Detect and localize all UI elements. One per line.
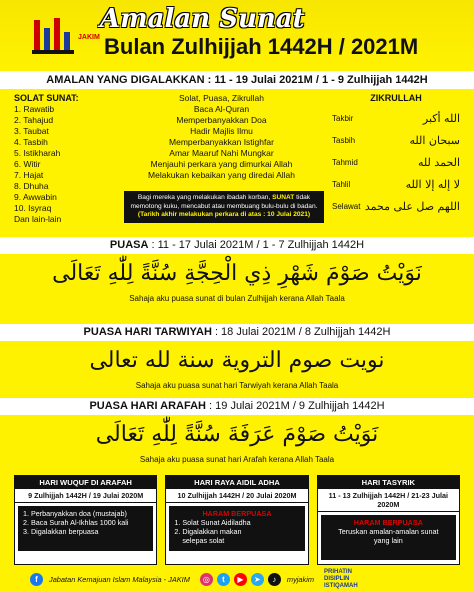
solat-title: SOLAT SUNAT: xyxy=(14,93,79,103)
list-item xyxy=(332,129,460,151)
box-body xyxy=(169,506,304,551)
list-item: 6. Witir xyxy=(14,159,41,169)
list-item: 1. Rawatib xyxy=(14,104,55,114)
amalan-panel xyxy=(14,93,460,233)
zikir-arabic: الحمد لله xyxy=(417,155,460,169)
list-item: Amar Maaruf Nahi Mungkar xyxy=(169,148,274,158)
haram-label: HARAM BERPUASA xyxy=(202,509,272,518)
title-script: Amalan Sunat xyxy=(100,4,305,34)
section-title: PUASA xyxy=(109,239,149,251)
twitter-icon[interactable]: t xyxy=(217,573,230,586)
niat-arabic: نَوَيْتُ صَوْمَ عَرَفَةَ سُنَّةً لِلّٰهِ تَعَالَى xyxy=(95,422,379,447)
note-text: Bagi mereka yang melakukan ibadah korban, xyxy=(137,194,271,201)
arafah-section xyxy=(0,398,474,464)
list-item: 2. Baca Surah Al-Ikhlas 1000 kali xyxy=(23,518,129,527)
box-date: 11 - 13 Zulhijjah 1442H / 21-23 Julai 2020M xyxy=(318,489,459,512)
note-text: tidak memotong kuku, mencabut atau membuang bulu-bulu di badan. xyxy=(130,194,318,210)
list-item xyxy=(332,151,460,173)
note-date: (Tarikh akhir melakukan perkara di atas : 10 Julai 2021) xyxy=(137,211,311,218)
youtube-icon[interactable]: ▶ xyxy=(234,573,247,586)
list-item: 1. Perbanyakkan doa (mustajab) xyxy=(23,509,127,518)
niat-translation: Sahaja aku puasa sunat di bulan Zulhijjah kerana Allah Taala xyxy=(129,294,345,303)
zikir-arabic: اللهم صل على محمد xyxy=(364,199,460,213)
aidiladha-box xyxy=(165,475,308,565)
list-item: 2. Digalakkan makan xyxy=(174,527,242,536)
zikir-arabic: الله أكبر xyxy=(422,111,460,125)
list-item: Memperbanyakkan Doa xyxy=(176,115,267,125)
zikir-arabic: لا إله إلا الله xyxy=(405,177,460,191)
niat-translation: Sahaja aku puasa sunat hari Tarwiyah kerana Allah Taala xyxy=(135,381,339,390)
section-dates: : 18 Julai 2021M / 8 Zulhijjah 1442H xyxy=(211,326,391,338)
telegram-icon[interactable]: ➤ xyxy=(251,573,264,586)
special-days xyxy=(14,475,460,565)
list-item: Solat, Puasa, Zikrullah xyxy=(178,93,265,103)
tiktok-icon[interactable]: ♪ xyxy=(268,573,281,586)
amalan-strip: AMALAN YANG DIGALAKKAN : 11 - 19 Julai 2021M / 1 - 9 Zulhijjah 1442H xyxy=(0,71,474,89)
zikir-title: ZIKRULLAH xyxy=(370,93,422,103)
zikir-label: Tasbih xyxy=(332,135,356,145)
slogan-3: ISTIQAMAH xyxy=(324,582,358,589)
zikir-list xyxy=(332,93,460,217)
instagram-icon[interactable]: ◎ xyxy=(200,573,213,586)
facebook-icon[interactable]: f xyxy=(30,573,43,586)
logo-text: JAKIM xyxy=(78,34,100,41)
list-item: 2. Tahajud xyxy=(14,115,54,125)
niat-arabic: نويت صوم التروية سنة لله تعالى xyxy=(89,348,385,373)
box-title: HARI TASYRIK xyxy=(318,476,459,489)
amalan-list xyxy=(124,93,319,181)
box-title: HARI WUQUF DI ARAFAH xyxy=(15,476,156,489)
list-item: selepas solat xyxy=(182,536,225,545)
jakim-logo-icon xyxy=(30,14,78,56)
note-highlight: SUNAT xyxy=(272,194,295,201)
list-item: yang lain xyxy=(373,536,403,545)
footer-org: Jabatan Kemajuan Islam Malaysia - JAKIM xyxy=(49,574,190,584)
list-item xyxy=(332,173,460,195)
footer xyxy=(0,566,474,592)
zikir-label: Selawat xyxy=(332,201,361,211)
section-head xyxy=(0,237,474,254)
section-dates: : 11 - 17 Julai 2021M / 1 - 7 Zulhijjah 1442H xyxy=(148,239,365,251)
slogan xyxy=(324,569,358,590)
haram-label: HARAM BERPUASA xyxy=(353,518,423,527)
list-item: Hadir Majlis Ilmu xyxy=(190,126,253,136)
list-item: 9. Awwabin xyxy=(14,192,57,202)
section-head xyxy=(0,398,474,415)
list-item: Memperbanyakkan Istighfar xyxy=(169,137,274,147)
section-title: PUASA HARI ARAFAH xyxy=(89,400,206,412)
list-item: Teruskan amalan-amalan sunat xyxy=(338,527,439,536)
section-dates: : 19 Julai 2021M / 9 Zulhijjah 1442H xyxy=(205,400,385,412)
list-item: 5. Istikharah xyxy=(14,148,61,158)
zikir-label: Tahlil xyxy=(332,179,351,189)
section-title: PUASA HARI TARWIYAH xyxy=(83,326,212,338)
list-item: 10. Isyraq xyxy=(14,203,52,213)
box-title: HARI RAYA AIDIL ADHA xyxy=(166,476,307,489)
list-item: Melakukan kebaikan yang diredai Allah xyxy=(148,170,295,180)
zikir-label: Takbir xyxy=(332,113,354,123)
list-item: 8. Dhuha xyxy=(14,181,49,191)
tasyrik-box xyxy=(317,475,460,565)
list-item: Baca Al-Quran xyxy=(193,104,250,114)
footer-handle: myjakim xyxy=(286,574,315,584)
list-item: Dan lain-lain xyxy=(14,214,62,224)
box-date: 10 Zulhijjah 1442H / 20 Julai 2020M xyxy=(166,489,307,503)
slogan-2: DISIPLIN xyxy=(324,575,350,582)
tarwiyah-section xyxy=(0,324,474,390)
list-item xyxy=(332,107,460,129)
list-item: 1. Solat Sunat Aidiladha xyxy=(174,518,251,527)
list-item: 7. Hajat xyxy=(14,170,44,180)
niat-translation: Sahaja aku puasa sunat hari Arafah kerana Allah Taala xyxy=(139,455,335,464)
zikir-arabic: سبحان الله xyxy=(409,133,460,147)
list-item: 4. Tasbih xyxy=(14,137,48,147)
wuquf-box xyxy=(14,475,157,565)
niat-arabic: نَوَيْتُ صَوْمَ شَهْرِ ذِي الْحِجَّةِ سُنَّةً لِلّٰهِ تَعَالَى xyxy=(52,261,422,286)
slogan-1: PRIHATIN xyxy=(324,568,352,575)
box-body xyxy=(18,506,153,551)
list-item: Menjauhi perkara yang dimurkai Allah xyxy=(150,159,293,169)
box-date: 9 Zulhijjah 1442H / 19 Julai 2020M xyxy=(15,489,156,503)
korban-note xyxy=(124,191,324,223)
puasa-section xyxy=(0,237,474,303)
section-head xyxy=(0,324,474,341)
list-item xyxy=(332,195,460,217)
box-body xyxy=(321,515,456,560)
solat-list xyxy=(14,93,124,225)
list-item: 3. Taubat xyxy=(14,126,49,136)
header xyxy=(0,0,474,68)
list-item: 3. Digalakkan berpuasa xyxy=(23,527,99,536)
page-title: Bulan Zulhijjah 1442H / 2021M xyxy=(104,34,419,59)
zikir-label: Tahmid xyxy=(332,157,358,167)
